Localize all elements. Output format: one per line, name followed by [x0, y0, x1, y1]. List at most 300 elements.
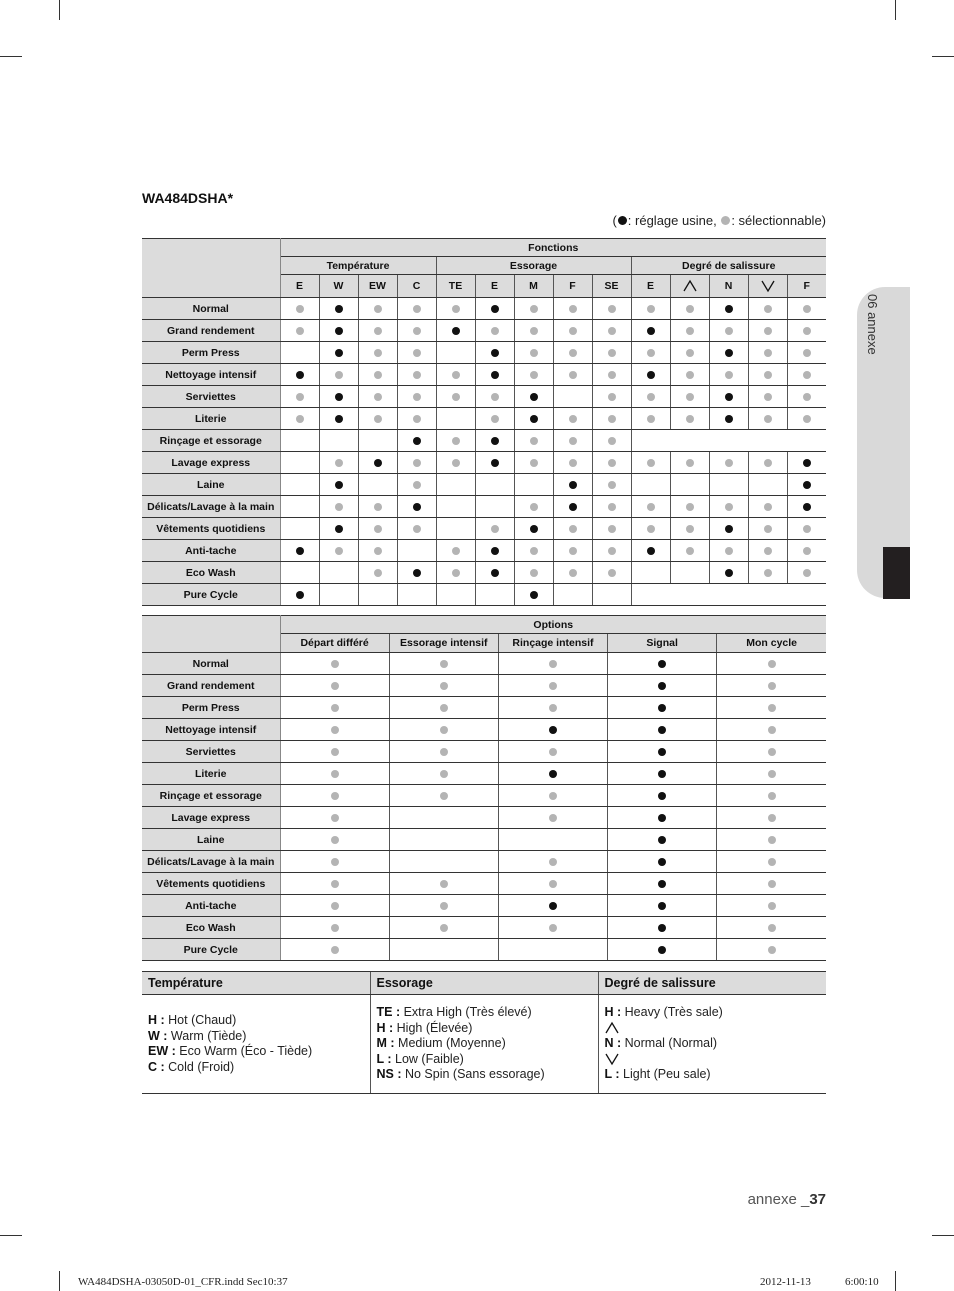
column-header: E — [631, 275, 670, 298]
selectable-dot-icon — [331, 946, 339, 954]
key-code: H : — [604, 1005, 622, 1020]
selectable-dot-icon — [608, 503, 616, 511]
crop-mark — [0, 56, 22, 57]
row-label: Normal — [142, 653, 280, 675]
table-cell — [280, 518, 319, 540]
table-cell — [717, 829, 826, 851]
selectable-dot-icon — [725, 371, 733, 379]
group-header: Degré de salissure — [631, 257, 826, 275]
table-cell — [498, 763, 607, 785]
table-row — [142, 785, 826, 807]
table-cell — [608, 895, 717, 917]
column-header: SE — [592, 275, 631, 298]
crop-mark — [932, 1235, 954, 1236]
table-cell — [608, 851, 717, 873]
selectable-dot-icon — [764, 305, 772, 313]
table-cell — [631, 342, 670, 364]
table-cell — [280, 697, 389, 719]
factory-dot-icon — [491, 569, 499, 577]
selectable-dot-icon — [608, 481, 616, 489]
factory-dot-icon — [491, 437, 499, 445]
row-label: Perm Press — [142, 697, 280, 719]
table-cell — [436, 562, 475, 584]
table-cell — [514, 298, 553, 320]
selectable-dot-icon — [549, 880, 557, 888]
selectable-dot-icon — [549, 814, 557, 822]
table-row — [142, 584, 826, 606]
row-label: Laine — [142, 829, 280, 851]
table-cell — [319, 298, 358, 320]
row-label: Lavage express — [142, 452, 280, 474]
table-cell — [498, 785, 607, 807]
table-cell — [748, 320, 787, 342]
factory-dot-icon — [549, 902, 557, 910]
selectable-dot-icon — [569, 415, 577, 423]
table-cell — [608, 807, 717, 829]
selectable-dot-icon — [296, 415, 304, 423]
selectable-dot-icon — [768, 748, 776, 756]
selectable-dot-icon — [569, 305, 577, 313]
selectable-dot-icon — [608, 569, 616, 577]
table-cell — [280, 829, 389, 851]
selectable-dot-icon — [686, 393, 694, 401]
table-cell — [475, 496, 514, 518]
crop-mark — [895, 0, 896, 20]
selectable-dot-icon — [768, 858, 776, 866]
row-label: Serviettes — [142, 741, 280, 763]
key-code: M : — [376, 1036, 395, 1051]
table-cell — [592, 408, 631, 430]
selectable-dot-icon — [608, 547, 616, 555]
table-cell — [280, 675, 389, 697]
table-cell — [397, 540, 436, 562]
table-cell — [358, 496, 397, 518]
selectable-dot-icon — [331, 814, 339, 822]
selectable-dot-icon — [413, 305, 421, 313]
table-row — [142, 917, 826, 939]
table-cell — [280, 741, 389, 763]
table-cell — [280, 298, 319, 320]
table-cell — [592, 496, 631, 518]
key-line — [148, 1029, 364, 1045]
selectable-dot-icon — [803, 415, 811, 423]
table-cell — [717, 697, 826, 719]
selectable-dot-icon — [725, 327, 733, 335]
table-cell — [475, 474, 514, 496]
selectable-dot-icon — [569, 327, 577, 335]
factory-dot-icon — [618, 216, 627, 225]
selectable-dot-icon — [413, 459, 421, 467]
table-cell — [280, 386, 319, 408]
table-cell — [709, 386, 748, 408]
factory-dot-icon — [658, 924, 666, 932]
table-cell — [631, 430, 826, 452]
legend-selectable-text: : sélectionnable) — [731, 213, 826, 228]
key-text: Light (Peu sale) — [623, 1067, 711, 1082]
factory-dot-icon — [658, 858, 666, 866]
table-cell — [319, 386, 358, 408]
table-cell — [748, 474, 787, 496]
table-cell — [498, 653, 607, 675]
table-cell — [748, 342, 787, 364]
key-code: NS : — [376, 1067, 402, 1082]
factory-dot-icon — [549, 726, 557, 734]
table-cell — [631, 496, 670, 518]
selectable-dot-icon — [331, 902, 339, 910]
table-cell — [748, 408, 787, 430]
table-cell — [709, 408, 748, 430]
table-cell — [670, 386, 709, 408]
selectable-dot-icon — [721, 216, 730, 225]
table-cell — [436, 540, 475, 562]
table-cell — [514, 408, 553, 430]
column-header: W — [319, 275, 358, 298]
model-title: WA484DSHA* — [142, 190, 234, 206]
table-cell — [436, 430, 475, 452]
table-cell — [748, 386, 787, 408]
table-cell — [553, 452, 592, 474]
factory-dot-icon — [658, 660, 666, 668]
table-cell — [717, 719, 826, 741]
selectable-dot-icon — [569, 371, 577, 379]
table-cell — [280, 719, 389, 741]
table-cell — [608, 697, 717, 719]
selectable-dot-icon — [331, 726, 339, 734]
table-cell — [709, 518, 748, 540]
table-row — [142, 653, 826, 675]
key-code: EW : — [148, 1044, 176, 1058]
table-cell — [475, 518, 514, 540]
selectable-dot-icon — [768, 902, 776, 910]
key-text: Warm (Tiède) — [170, 1028, 247, 1043]
table-cell — [631, 386, 670, 408]
key-code: N : — [604, 1036, 622, 1051]
selectable-dot-icon — [647, 525, 655, 533]
table-cell — [389, 873, 498, 895]
selectable-dot-icon — [491, 327, 499, 335]
table-cell — [748, 496, 787, 518]
selectable-dot-icon — [803, 569, 811, 577]
factory-dot-icon — [335, 349, 343, 357]
selectable-dot-icon — [549, 682, 557, 690]
table-cell — [475, 430, 514, 452]
table-cell — [397, 474, 436, 496]
table-cell — [670, 320, 709, 342]
selectable-dot-icon — [440, 792, 448, 800]
key-line — [377, 1067, 592, 1083]
table-cell — [631, 474, 670, 496]
table-cell — [631, 540, 670, 562]
legend-factory-text: : réglage usine, — [627, 213, 717, 228]
table-cell — [280, 430, 319, 452]
table-cell — [280, 873, 389, 895]
table-cell — [475, 408, 514, 430]
table-cell — [670, 518, 709, 540]
table-cell — [670, 540, 709, 562]
table-cell — [389, 807, 498, 829]
table-cell — [748, 298, 787, 320]
selectable-dot-icon — [374, 393, 382, 401]
key-text: Low (Faible) — [395, 1051, 464, 1066]
dot-legend — [612, 213, 826, 228]
row-label: Normal — [142, 298, 280, 320]
selectable-dot-icon — [608, 349, 616, 357]
table-cell — [397, 496, 436, 518]
selectable-dot-icon — [768, 704, 776, 712]
table-cell — [436, 518, 475, 540]
selectable-dot-icon — [764, 415, 772, 423]
table-cell — [608, 719, 717, 741]
key-line — [377, 1005, 592, 1021]
table-cell — [787, 386, 826, 408]
selectable-dot-icon — [549, 858, 557, 866]
table-cell — [592, 562, 631, 584]
selectable-dot-icon — [374, 305, 382, 313]
factory-dot-icon — [725, 525, 733, 533]
selectable-dot-icon — [764, 327, 772, 335]
crop-mark — [0, 1235, 22, 1236]
selectable-dot-icon — [491, 525, 499, 533]
table-row — [142, 518, 826, 540]
selectable-dot-icon — [331, 682, 339, 690]
selectable-dot-icon — [686, 459, 694, 467]
key-text: Hot (Chaud) — [168, 1013, 237, 1027]
table-cell — [397, 452, 436, 474]
factory-dot-icon — [413, 437, 421, 445]
table-cell — [553, 540, 592, 562]
selectable-dot-icon — [768, 836, 776, 844]
table-cell — [389, 697, 498, 719]
table-row — [142, 496, 826, 518]
factory-dot-icon — [491, 371, 499, 379]
selectable-dot-icon — [608, 525, 616, 533]
table-cell — [787, 364, 826, 386]
table-cell — [280, 895, 389, 917]
selectable-dot-icon — [530, 371, 538, 379]
selectable-dot-icon — [413, 525, 421, 533]
factory-dot-icon — [335, 525, 343, 533]
table-cell — [592, 518, 631, 540]
selectable-dot-icon — [331, 660, 339, 668]
key-header-spin: Essorage — [370, 972, 598, 995]
factory-dot-icon — [725, 415, 733, 423]
selectable-dot-icon — [530, 503, 538, 511]
selectable-dot-icon — [549, 792, 557, 800]
selectable-dot-icon — [803, 393, 811, 401]
table-row — [142, 386, 826, 408]
table-cell — [436, 408, 475, 430]
table-cell — [592, 342, 631, 364]
key-header-temperature: Température — [142, 972, 370, 995]
table-cell — [514, 540, 553, 562]
row-label: Grand rendement — [142, 675, 280, 697]
table-row — [142, 895, 826, 917]
functions-table — [142, 238, 826, 606]
table-corner — [142, 616, 280, 653]
group-header: Essorage — [436, 257, 631, 275]
down-arrow-icon — [605, 1052, 821, 1068]
table-cell — [397, 408, 436, 430]
table-cell — [389, 653, 498, 675]
factory-dot-icon — [658, 770, 666, 778]
table-cell — [389, 917, 498, 939]
selectable-dot-icon — [608, 415, 616, 423]
table-cell — [592, 386, 631, 408]
selectable-dot-icon — [803, 525, 811, 533]
selectable-dot-icon — [440, 770, 448, 778]
table-cell — [389, 785, 498, 807]
table-cell — [717, 763, 826, 785]
table-cell — [280, 540, 319, 562]
selectable-dot-icon — [452, 569, 460, 577]
table-cell — [319, 342, 358, 364]
table-cell — [358, 342, 397, 364]
factory-dot-icon — [335, 305, 343, 313]
selectable-dot-icon — [764, 349, 772, 357]
table-cell — [717, 917, 826, 939]
table-cell — [553, 386, 592, 408]
factory-dot-icon — [658, 748, 666, 756]
table-cell — [280, 763, 389, 785]
key-code: H : — [148, 1013, 165, 1027]
selectable-dot-icon — [725, 547, 733, 555]
down-arrow-icon — [748, 275, 787, 298]
table-cell — [475, 364, 514, 386]
table-cell — [709, 540, 748, 562]
factory-dot-icon — [658, 880, 666, 888]
selectable-dot-icon — [452, 305, 460, 313]
table-cell — [397, 364, 436, 386]
selectable-dot-icon — [647, 459, 655, 467]
table-cell — [717, 807, 826, 829]
key-code: W : — [148, 1028, 168, 1043]
selectable-dot-icon — [440, 748, 448, 756]
factory-dot-icon — [374, 459, 382, 467]
factory-dot-icon — [725, 569, 733, 577]
selectable-dot-icon — [549, 924, 557, 932]
table-cell — [631, 298, 670, 320]
table-cell — [280, 785, 389, 807]
group-header: Température — [280, 257, 436, 275]
table-cell — [514, 496, 553, 518]
factory-dot-icon — [803, 503, 811, 511]
selectable-dot-icon — [331, 924, 339, 932]
table-cell — [631, 562, 670, 584]
selectable-dot-icon — [413, 349, 421, 357]
table-cell — [319, 540, 358, 562]
table-cell — [475, 540, 514, 562]
table-cell — [498, 851, 607, 873]
selectable-dot-icon — [768, 660, 776, 668]
table-cell — [787, 452, 826, 474]
key-text: Eco Warm (Éco - Tiède) — [179, 1044, 313, 1058]
factory-dot-icon — [530, 415, 538, 423]
selectable-dot-icon — [331, 770, 339, 778]
table-cell — [280, 807, 389, 829]
selectable-dot-icon — [569, 459, 577, 467]
table-cell — [608, 785, 717, 807]
table-cell — [787, 496, 826, 518]
factory-dot-icon — [413, 503, 421, 511]
selectable-dot-icon — [764, 547, 772, 555]
row-label: Pure Cycle — [142, 939, 280, 961]
table-cell — [475, 562, 514, 584]
key-line — [148, 1044, 364, 1060]
factory-dot-icon — [647, 547, 655, 555]
selectable-dot-icon — [452, 437, 460, 445]
table-cell — [592, 584, 631, 606]
selectable-dot-icon — [530, 327, 538, 335]
legend-open-paren: ( — [612, 213, 617, 228]
footer-file: WA484DSHA-03050D-01_CFR.indd Sec10:37 — [78, 1276, 288, 1288]
side-tab-label: 06 annexe — [865, 294, 880, 355]
selectable-dot-icon — [549, 748, 557, 756]
table-cell — [592, 320, 631, 342]
selectable-dot-icon — [608, 305, 616, 313]
selectable-dot-icon — [530, 569, 538, 577]
column-header: M — [514, 275, 553, 298]
table-cell — [389, 719, 498, 741]
selectable-dot-icon — [686, 349, 694, 357]
selectable-dot-icon — [296, 327, 304, 335]
factory-dot-icon — [491, 349, 499, 357]
table-cell — [709, 562, 748, 584]
selectable-dot-icon — [764, 569, 772, 577]
row-label: Rinçage et essorage — [142, 430, 280, 452]
selectable-dot-icon — [569, 349, 577, 357]
selectable-dot-icon — [768, 880, 776, 888]
table-cell — [319, 430, 358, 452]
factory-dot-icon — [569, 503, 577, 511]
key-line — [377, 1021, 592, 1037]
column-header: Signal — [608, 634, 717, 653]
selectable-dot-icon — [374, 415, 382, 423]
table-cell — [592, 430, 631, 452]
selectable-dot-icon — [331, 836, 339, 844]
factory-dot-icon — [658, 704, 666, 712]
table-cell — [319, 452, 358, 474]
table-cell — [397, 430, 436, 452]
column-header: E — [280, 275, 319, 298]
row-label: Anti-tache — [142, 895, 280, 917]
key-header-soil: Degré de salissure — [598, 972, 826, 995]
selectable-dot-icon — [725, 459, 733, 467]
selectable-dot-icon — [803, 349, 811, 357]
table-cell — [389, 829, 498, 851]
selectable-dot-icon — [335, 547, 343, 555]
table-cell — [397, 386, 436, 408]
selectable-dot-icon — [331, 880, 339, 888]
table-cell — [553, 584, 592, 606]
factory-dot-icon — [335, 415, 343, 423]
selectable-dot-icon — [335, 503, 343, 511]
selectable-dot-icon — [549, 704, 557, 712]
table-cell — [389, 851, 498, 873]
crop-mark — [59, 1271, 60, 1291]
column-header: F — [553, 275, 592, 298]
table-cell — [709, 342, 748, 364]
factory-dot-icon — [335, 327, 343, 335]
table-cell — [514, 430, 553, 452]
table-cell — [358, 562, 397, 584]
table-cell — [397, 562, 436, 584]
table-cell — [514, 518, 553, 540]
column-header: C — [397, 275, 436, 298]
column-header: Départ différé — [280, 634, 389, 653]
table-cell — [319, 496, 358, 518]
up-arrow-icon — [670, 275, 709, 298]
table-row — [142, 474, 826, 496]
